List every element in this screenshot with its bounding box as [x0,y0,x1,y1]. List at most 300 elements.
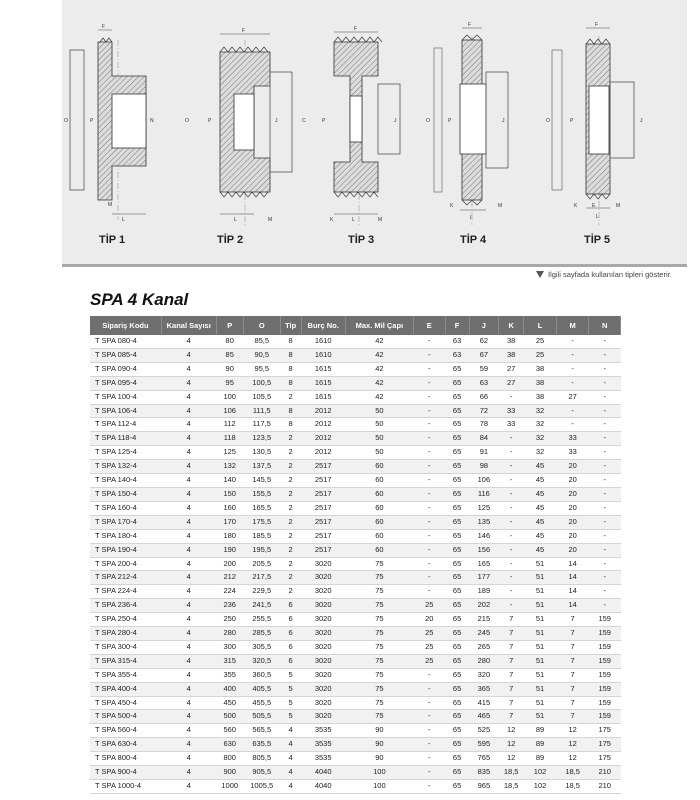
table-cell: 89 [524,738,557,752]
table-cell: 45 [524,487,557,501]
table-cell: - [414,738,446,752]
table-cell: - [499,571,524,585]
table-cell: 100 [345,780,413,794]
column-header: M [556,316,589,335]
table-cell: 2 [280,501,301,515]
table-cell: - [556,362,589,376]
table-cell: 165 [469,557,498,571]
svg-text:P: P [90,118,94,124]
table-cell: 12 [556,752,589,766]
table-cell: 102 [524,766,557,780]
table-cell: 75 [345,627,413,641]
table-row [90,376,621,390]
table-cell: 4 [161,640,216,654]
table-cell: 27 [499,362,524,376]
table-cell: - [499,446,524,460]
table-cell: T SPA 170-4 [90,515,161,529]
table-cell: 20 [556,460,589,474]
triangle-down-icon [536,271,544,278]
table-cell: 14 [556,585,589,599]
table-cell: 91 [469,446,498,460]
table-cell: 525 [469,724,498,738]
table-cell: 25 [414,599,446,613]
svg-text:J: J [502,118,505,124]
pulley-types-diagram [62,0,687,267]
table-row [90,627,621,641]
table-cell: T SPA 100-4 [90,390,161,404]
table-row [90,585,621,599]
table-cell: 156 [469,543,498,557]
table-cell: 106 [469,474,498,488]
table-cell: 12 [499,738,524,752]
table-cell: 159 [589,710,621,724]
table-cell: 7 [556,640,589,654]
table-cell: 38 [524,390,557,404]
svg-text:J: J [275,118,278,124]
table-cell: 75 [345,668,413,682]
table-cell: T SPA 180-4 [90,529,161,543]
table-cell: 65 [445,752,469,766]
table-cell: 45 [524,543,557,557]
spec-table [90,316,621,794]
svg-text:F: F [595,22,599,28]
table-cell: 60 [345,529,413,543]
table-cell: - [414,501,446,515]
table-cell: T SPA 236-4 [90,599,161,613]
table-cell: T SPA 200-4 [90,557,161,571]
table-cell: 360,5 [243,668,280,682]
table-cell: 320,5 [243,654,280,668]
type-3-label: TİP 3 [348,234,375,246]
table-cell: 835 [469,766,498,780]
table-cell: 4 [161,362,216,376]
svg-text:M: M [268,217,273,223]
table-row [90,418,621,432]
table-cell: 2517 [301,529,345,543]
table-cell: - [499,432,524,446]
table-cell: 45 [524,460,557,474]
table-cell: 51 [524,654,557,668]
table-cell: 4 [161,668,216,682]
table-cell: - [589,515,621,529]
table-cell: 4 [161,501,216,515]
table-cell: T SPA 112-4 [90,418,161,432]
svg-text:E: E [592,203,596,209]
column-header: K [499,316,524,335]
table-cell: 765 [469,752,498,766]
table-cell: 210 [589,780,621,794]
table-cell: T SPA 106-4 [90,404,161,418]
svg-text:F: F [354,26,358,32]
table-cell: 42 [345,348,413,362]
table-cell: T SPA 315-4 [90,654,161,668]
svg-text:O: O [185,118,189,124]
svg-text:K: K [574,203,578,209]
table-cell: - [414,710,446,724]
svg-text:M: M [378,217,383,223]
table-cell: - [589,585,621,599]
table-cell: 2517 [301,474,345,488]
table-cell: 2 [280,515,301,529]
table-cell: T SPA 250-4 [90,613,161,627]
table-cell: - [589,348,621,362]
table-cell: 245 [469,627,498,641]
table-cell: - [499,585,524,599]
table-cell: 8 [280,404,301,418]
table-cell: 65 [445,654,469,668]
table-cell: 320 [469,668,498,682]
table-cell: 65 [445,640,469,654]
svg-text:J: J [640,118,643,124]
table-cell: 20 [556,501,589,515]
table-cell: 3020 [301,682,345,696]
table-cell: 4 [161,585,216,599]
table-cell: 65 [445,529,469,543]
table-row [90,515,621,529]
table-cell: - [414,780,446,794]
table-cell: 4 [161,710,216,724]
table-cell: T SPA 450-4 [90,696,161,710]
table-cell: 7 [499,682,524,696]
table-cell: 5 [280,682,301,696]
table-cell: T SPA 190-4 [90,543,161,557]
table-cell: 285,5 [243,627,280,641]
table-cell: 2517 [301,543,345,557]
table-cell: 95,5 [243,362,280,376]
table-cell: 25 [524,348,557,362]
table-cell: 3020 [301,654,345,668]
table-cell: 135 [469,515,498,529]
table-cell: 224 [216,585,243,599]
table-cell: 7 [499,710,524,724]
table-row [90,766,621,780]
table-cell: 2517 [301,515,345,529]
table-cell: 5 [280,710,301,724]
table-cell: 265 [469,640,498,654]
table-cell: 4 [280,752,301,766]
table-cell: 51 [524,627,557,641]
table-cell: 202 [469,599,498,613]
table-cell: 27 [499,376,524,390]
svg-text:P: P [322,118,326,124]
table-cell: 85 [216,348,243,362]
svg-text:F: F [468,22,472,28]
table-cell: 75 [345,710,413,724]
table-cell: 1610 [301,335,345,348]
table-row [90,780,621,794]
table-row [90,599,621,613]
table-cell: 165,5 [243,501,280,515]
table-cell: 3020 [301,557,345,571]
table-cell: 2 [280,474,301,488]
table-cell: - [414,474,446,488]
table-cell: 4 [161,738,216,752]
footnote [536,270,672,279]
table-cell: 66 [469,390,498,404]
table-cell: 18,5 [499,780,524,794]
table-cell: T SPA 118-4 [90,432,161,446]
table-cell: 75 [345,682,413,696]
table-cell: - [589,418,621,432]
table-cell: - [499,515,524,529]
table-cell: 175 [589,752,621,766]
table-cell: 3535 [301,724,345,738]
table-cell: 250 [216,613,243,627]
table-cell: 75 [345,654,413,668]
table-cell: 2 [280,529,301,543]
svg-text:L: L [470,215,473,221]
table-cell: T SPA 132-4 [90,460,161,474]
table-cell: - [499,460,524,474]
table-cell: 62 [469,335,498,348]
svg-text:M: M [108,202,113,208]
table-cell: 7 [499,696,524,710]
table-cell: 215 [469,613,498,627]
table-cell: 8 [280,376,301,390]
table-cell: 8 [280,335,301,348]
table-cell: 20 [556,474,589,488]
table-cell: 4 [161,599,216,613]
table-cell: - [589,446,621,460]
table-cell: 65 [445,390,469,404]
table-cell: 170 [216,515,243,529]
table-cell: 65 [445,362,469,376]
table-cell: - [414,752,446,766]
table-cell: 2 [280,557,301,571]
table-cell: 42 [345,335,413,348]
table-cell: 51 [524,585,557,599]
table-cell: 14 [556,557,589,571]
table-cell: - [414,376,446,390]
table-cell: 905,5 [243,766,280,780]
table-cell: 51 [524,710,557,724]
table-cell: 315 [216,654,243,668]
table-cell: 159 [589,640,621,654]
table-header-row [90,316,621,335]
table-cell: 4 [161,543,216,557]
table-cell: 89 [524,724,557,738]
table-cell: 189 [469,585,498,599]
table-cell: 84 [469,432,498,446]
table-cell: T SPA 900-4 [90,766,161,780]
table-cell: 185,5 [243,529,280,543]
table-cell: 365 [469,682,498,696]
table-cell: 123,5 [243,432,280,446]
table-cell: 7 [556,682,589,696]
table-cell: 65 [445,460,469,474]
table-cell: 65 [445,710,469,724]
table-cell: 4 [161,780,216,794]
table-cell: 50 [345,432,413,446]
table-cell: 111,5 [243,404,280,418]
table-cell: 205,5 [243,557,280,571]
table-cell: 505,5 [243,710,280,724]
table-cell: 255,5 [243,613,280,627]
table-cell: 217,5 [243,571,280,585]
table-row [90,738,621,752]
table-cell: 4 [280,780,301,794]
table-cell: 65 [445,474,469,488]
table-cell: 65 [445,432,469,446]
table-cell: 3020 [301,585,345,599]
table-cell: 355 [216,668,243,682]
table-cell: 800 [216,752,243,766]
table-cell: 159 [589,654,621,668]
table-cell: 4040 [301,780,345,794]
table-cell: 25 [524,335,557,348]
table-cell: 51 [524,613,557,627]
svg-text:N: N [150,118,154,124]
table-cell: - [556,348,589,362]
table-cell: 63 [445,335,469,348]
table-cell: 25 [414,654,446,668]
table-cell: 106 [216,404,243,418]
type-1-drawing [64,24,154,223]
table-cell: 3020 [301,627,345,641]
table-cell: 90 [345,738,413,752]
svg-text:L: L [234,217,237,223]
table-cell: 116 [469,487,498,501]
table-row [90,710,621,724]
table-cell: 67 [469,348,498,362]
table-cell: 4 [161,390,216,404]
table-cell: - [414,460,446,474]
table-cell: 4 [161,460,216,474]
svg-text:K: K [450,203,454,209]
table-cell: 75 [345,585,413,599]
table-cell: 450 [216,696,243,710]
table-cell: 130,5 [243,446,280,460]
table-cell: 465 [469,710,498,724]
table-cell: 7 [556,613,589,627]
table-cell: 95 [216,376,243,390]
table-cell: - [556,404,589,418]
table-row [90,529,621,543]
table-cell: 1615 [301,362,345,376]
table-cell: 65 [445,780,469,794]
table-cell: 2517 [301,487,345,501]
table-row [90,335,621,348]
table-cell: 20 [556,515,589,529]
table-cell: 2 [280,432,301,446]
table-cell: 65 [445,585,469,599]
table-row [90,348,621,362]
table-cell: 12 [499,752,524,766]
table-cell: T SPA 400-4 [90,682,161,696]
column-header: Sipariş Kodu [90,316,161,335]
table-cell: 14 [556,599,589,613]
table-cell: 50 [345,404,413,418]
table-cell: 4 [161,348,216,362]
table-cell: 38 [499,335,524,348]
table-cell: 4 [161,446,216,460]
table-cell: 146 [469,529,498,543]
column-header: Max. Mil Çapı [345,316,413,335]
table-cell: 20 [556,529,589,543]
table-cell: 118 [216,432,243,446]
table-cell: 155,5 [243,487,280,501]
table-cell: - [414,724,446,738]
table-cell: - [499,557,524,571]
table-row [90,501,621,515]
table-cell: 4 [161,529,216,543]
table-cell: 1000 [216,780,243,794]
table-cell: 51 [524,571,557,585]
table-cell: - [556,418,589,432]
table-cell: 4 [161,682,216,696]
table-cell: 100 [216,390,243,404]
table-cell: 175,5 [243,515,280,529]
section-title: SPA 4 Kanal [90,290,189,309]
table-cell: 32 [524,418,557,432]
table-cell: - [414,446,446,460]
table-cell: 4 [280,724,301,738]
table-cell: 32 [524,446,557,460]
table-cell: 965 [469,780,498,794]
table-cell: - [414,432,446,446]
table-row [90,404,621,418]
table-cell: 7 [556,627,589,641]
table-cell: 105,5 [243,390,280,404]
svg-text:P: P [570,118,574,124]
table-cell: T SPA 630-4 [90,738,161,752]
table-cell: 78 [469,418,498,432]
svg-text:M: M [616,203,621,209]
table-cell: 65 [445,613,469,627]
table-cell: 1610 [301,348,345,362]
table-cell: 7 [556,710,589,724]
table-cell: 8 [280,348,301,362]
table-cell: - [414,585,446,599]
pulley-drawings [62,0,687,264]
table-cell: 7 [556,654,589,668]
table-cell: 900 [216,766,243,780]
type-4-drawing [426,22,508,225]
table-cell: 42 [345,376,413,390]
table-cell: - [499,487,524,501]
table-cell: 125 [469,501,498,515]
table-cell: 65 [445,376,469,390]
table-cell: - [414,571,446,585]
table-cell: 45 [524,474,557,488]
table-cell: 65 [445,404,469,418]
table-cell: 4 [161,418,216,432]
table-cell: - [414,348,446,362]
type-5-drawing [546,22,643,225]
footnote-text: İlgili sayfada kullanılan tipleri gösterir. [548,270,672,279]
table-cell: 65 [445,557,469,571]
table-cell: 2517 [301,460,345,474]
table-cell: 65 [445,543,469,557]
table-cell: - [499,474,524,488]
table-cell: - [589,390,621,404]
table-cell: 3535 [301,752,345,766]
table-cell: 805,5 [243,752,280,766]
table-cell: 2 [280,460,301,474]
table-cell: 7 [499,668,524,682]
table-row [90,446,621,460]
table-cell: 8 [280,362,301,376]
table-cell: 3020 [301,599,345,613]
table-cell: - [499,599,524,613]
table-cell: T SPA 140-4 [90,474,161,488]
table-cell: 125 [216,446,243,460]
table-cell: 75 [345,557,413,571]
type-2-label: TİP 2 [217,234,244,246]
table-cell: 177 [469,571,498,585]
table-cell: T SPA 150-4 [90,487,161,501]
table-cell: 45 [524,529,557,543]
